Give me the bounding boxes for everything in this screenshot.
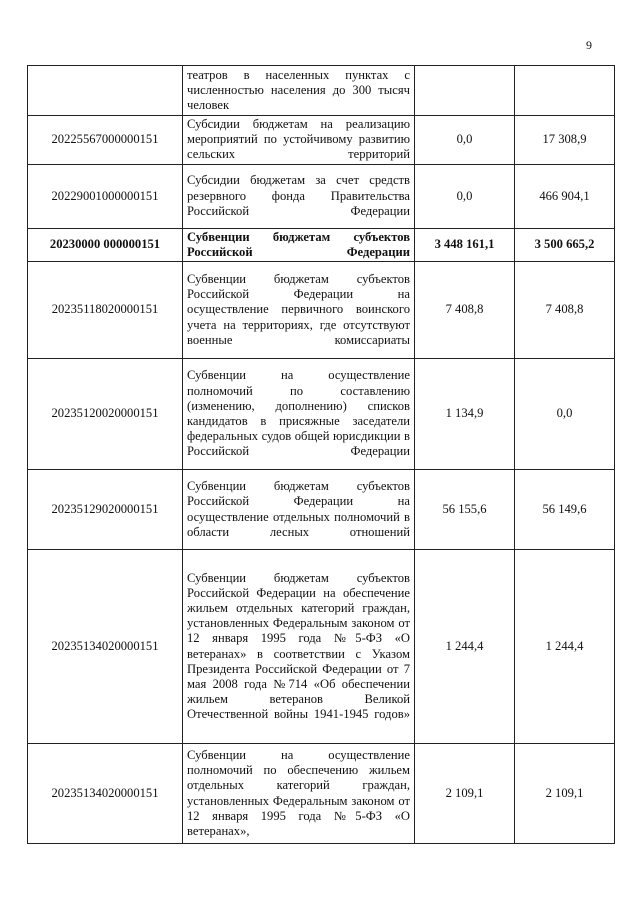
row-value-1: 0,0 <box>415 164 515 228</box>
table-row <box>28 262 615 359</box>
row-value-2: 56 149,6 <box>515 470 615 550</box>
table-row <box>28 66 615 116</box>
row-code: 20225567000000151 <box>28 116 183 165</box>
row-value-2: 17 308,9 <box>515 116 615 165</box>
row-description: Субвенции на осуществление полномочий по обеспечению жильем отдельных категорий граждан, установленных Федеральным законом от 12 января 1995 года №5-ФЗ «О ветеранах», <box>183 744 415 844</box>
row-value-2: 3 500 665,2 <box>515 228 615 261</box>
table-row <box>28 116 615 165</box>
row-value-2: 2 109,1 <box>515 744 615 844</box>
table-row <box>28 550 615 744</box>
row-value-1: 0,0 <box>415 116 515 165</box>
row-value-1 <box>415 66 515 116</box>
page-number: 9 <box>586 38 592 52</box>
table-row <box>28 470 615 550</box>
row-code: 20235134020000151 <box>28 550 183 744</box>
row-description: Субвенции на осуществление полномочий по составлению (изменению, дополнению) списков кандидатов в присяжные заседатели федеральных судов общей юрисдикции в Российской Федерации <box>183 359 415 470</box>
row-value-2: 466 904,1 <box>515 164 615 228</box>
row-value-2: 1 244,4 <box>515 550 615 744</box>
row-description: Субсидии бюджетам за счет средств резервного фонда Правительства Российской Федерации <box>183 164 415 228</box>
row-value-1: 1 134,9 <box>415 359 515 470</box>
row-description: Субвенции бюджетам субъектов Российской Федерации на обеспечение жильем отдельных категорий граждан, установленных Федеральным законом от 12 января 1995 года №5-ФЗ «О ветеранах» в соответствии с Указом Президента Российской Федерации от 7 мая 2008 года №714 «Об обеспечении жильем ветеранов Великой Отечественной войны 1941-1945 годов» <box>183 550 415 744</box>
table-row <box>28 359 615 470</box>
row-description: Субвенции бюджетам субъектов Российской Федерации <box>183 228 415 261</box>
row-value-2: 7 408,8 <box>515 262 615 359</box>
row-code: 20235129020000151 <box>28 470 183 550</box>
row-description: театров в населенных пунктах с численностью населения до 300 тысяч человек <box>183 66 415 116</box>
row-code: 20229001000000151 <box>28 164 183 228</box>
row-value-2: 0,0 <box>515 359 615 470</box>
table-row-total <box>28 228 615 261</box>
row-value-2 <box>515 66 615 116</box>
row-description: Субвенции бюджетам субъектов Российской Федерации на осуществление отдельных полномочий в области лесных отношений <box>183 470 415 550</box>
row-value-1: 56 155,6 <box>415 470 515 550</box>
row-description: Субсидии бюджетам на реализацию мероприятий по устойчивому развитию сельских территорий <box>183 116 415 165</box>
row-value-1: 2 109,1 <box>415 744 515 844</box>
row-code: 20230000 000000151 <box>28 228 183 261</box>
row-value-1: 3 448 161,1 <box>415 228 515 261</box>
row-code: 20235134020000151 <box>28 744 183 844</box>
row-code <box>28 66 183 116</box>
row-code: 20235120020000151 <box>28 359 183 470</box>
table-row <box>28 164 615 228</box>
table-row <box>28 744 615 844</box>
row-value-1: 7 408,8 <box>415 262 515 359</box>
row-code: 20235118020000151 <box>28 262 183 359</box>
budget-table <box>27 65 615 844</box>
row-value-1: 1 244,4 <box>415 550 515 744</box>
row-description: Субвенции бюджетам субъектов Российской Федерации на осуществление первичного воинского учета на территориях, где отсутствуют военные комиссариаты <box>183 262 415 359</box>
